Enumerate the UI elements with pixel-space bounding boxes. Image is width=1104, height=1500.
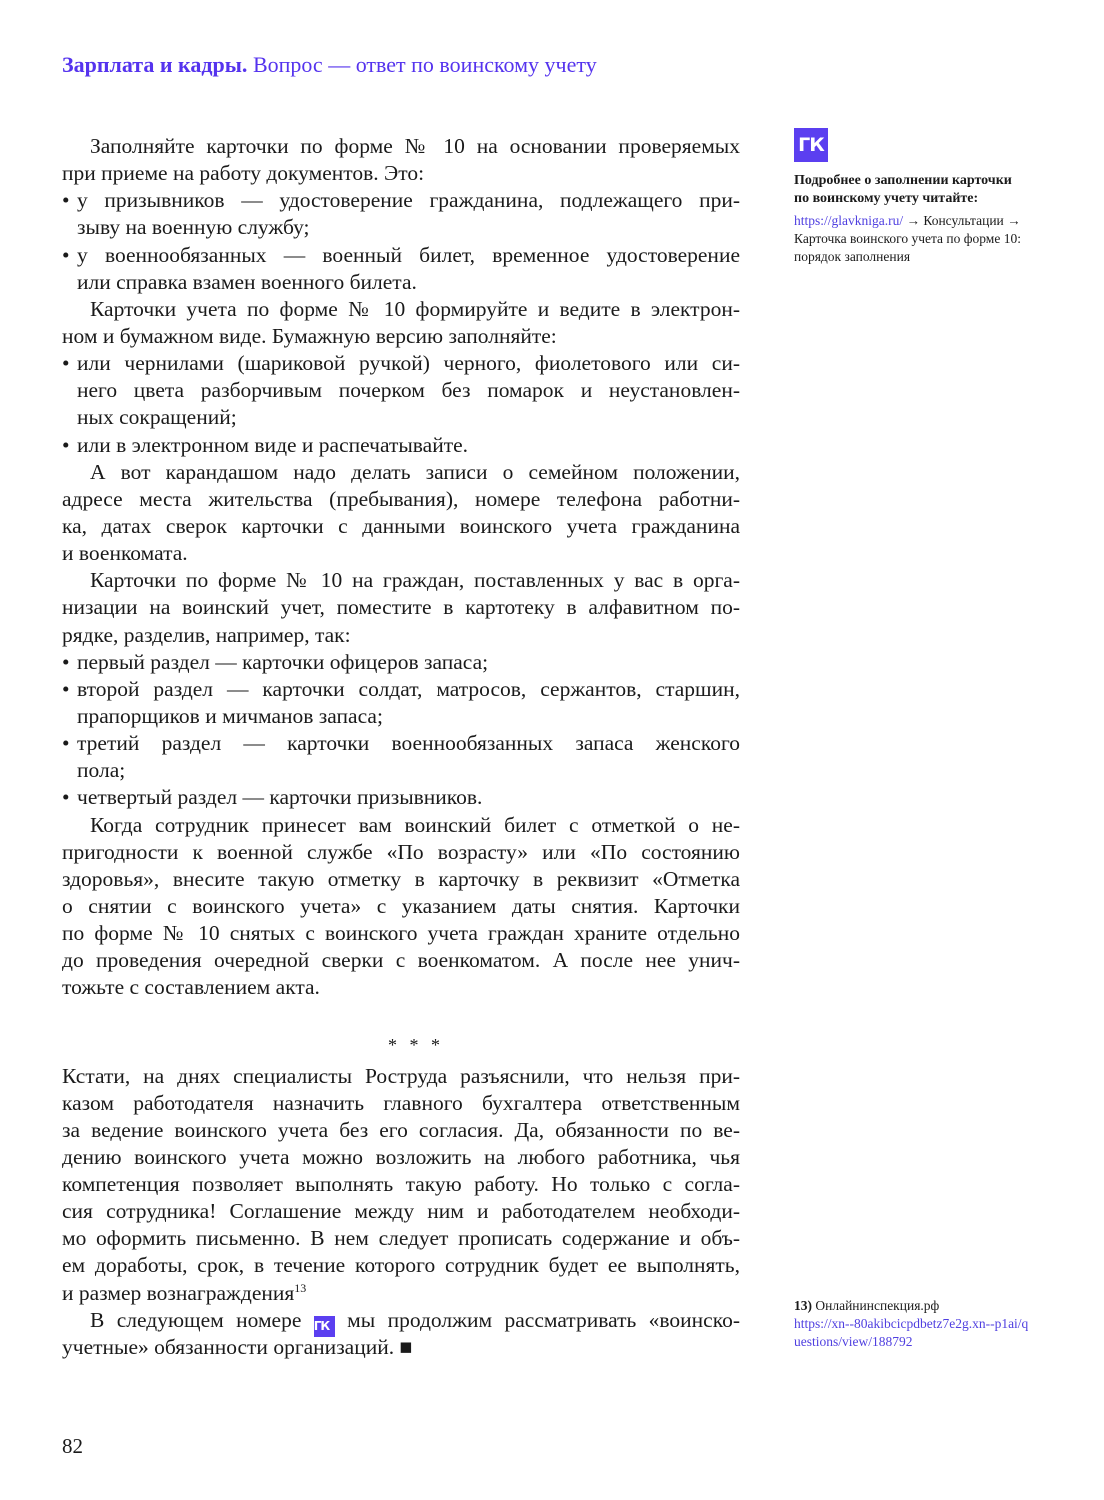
article-blocks	[62, 133, 740, 1002]
bullet-item	[62, 649, 740, 676]
bullet-item	[62, 784, 740, 811]
closing-line-2: учетные» обязанности организаций. ■	[62, 1334, 413, 1359]
text-line: или справка взамен военного билета.	[77, 269, 417, 294]
page-header	[62, 52, 597, 78]
text-line: и военкомата.	[62, 541, 188, 566]
text-line: ка, датах сверок карточки с данными воинского учета гражданина	[62, 513, 740, 538]
text-line: Карточки по форме № 10 на граждан, поставленных у вас в орга-	[90, 568, 740, 593]
sidebar-note	[794, 128, 1024, 266]
text-line: • или чернилами (шариковой ручкой) черного, фиолетового или си-	[62, 350, 740, 377]
text-line: • первый раздел — карточки офицеров запаса;	[62, 649, 740, 676]
bullet-item	[62, 730, 740, 784]
text-line: • третий раздел — карточки военнообязанных запаса женского	[62, 730, 740, 757]
bullet-item	[62, 242, 740, 296]
paragraph	[62, 459, 740, 568]
text-line: зыву на военную службу;	[77, 215, 310, 240]
text-line: • четвертый раздел — карточки призывников.	[62, 784, 740, 811]
sidebar-title: Подробнее о заполнении карточки по воинскому учету читайте:	[794, 173, 1012, 206]
text-line: адресе места жительства (пребывания), номере телефона работни-	[62, 486, 740, 511]
section-separator: * * *	[388, 1034, 444, 1055]
footnote-link[interactable]: https://xn--80akibcicpdbetz7e2g.xn--p1ai/questions/view/188792	[794, 1316, 1029, 1349]
text-line: Кстати, на днях специалисты Роструда разъяснили, что нельзя при-	[62, 1063, 740, 1088]
footnote-ref[interactable]: 13	[294, 1280, 307, 1295]
text-line: • второй раздел — карточки солдат, матросов, сержантов, старшин,	[62, 676, 740, 703]
closing-line: В следующем номере ГК мы продолжим рассматривать «воинско-	[62, 1307, 740, 1334]
glavkniga-logo-icon: ГК	[314, 1316, 335, 1337]
text-line: при приеме на работу документов. Это:	[62, 161, 425, 186]
glavkniga-link[interactable]: https://glavkniga.ru/	[794, 213, 904, 228]
bullet-item	[62, 432, 740, 459]
text-line: и размер вознаграждения$^{13}$	[62, 1280, 307, 1305]
text-line: о снятии с воинского учета» с указанием даты снятия. Карточки	[62, 893, 740, 918]
text-line: пола;	[77, 758, 126, 783]
article-title: Вопрос — ответ по воинскому учету	[252, 52, 597, 77]
text-line: рядке, разделив, например, так:	[62, 622, 351, 647]
paragraph	[62, 567, 740, 648]
text-line: здоровья», внесите такую отметку в карточку в реквизит «Отметка	[62, 866, 740, 891]
bullet-item	[62, 350, 740, 431]
paragraph	[62, 812, 740, 1002]
text-line: А вот карандашом надо делать записи о семейном положении,	[90, 459, 740, 484]
text-line: Карточки учета по форме № 10 формируйте и ведите в электрон-	[90, 296, 740, 321]
text-line: • у призывников — удостоверение гражданина, подлежащего при-	[62, 187, 740, 214]
bullet-item	[62, 187, 740, 241]
footnote	[794, 1297, 1034, 1351]
text-line: пригодности к военной службе «По возрасту» или «По состоянию	[62, 839, 740, 864]
paragraph	[62, 296, 740, 350]
paragraph	[62, 133, 740, 187]
text-line: казом работодателя назначить главного бухгалтера ответственным	[62, 1090, 740, 1115]
glavkniga-logo-icon: ГК	[794, 128, 828, 162]
text-line: ных сокращений;	[77, 405, 237, 430]
sidebar-path: → Консультации → Карточка воинского учета по форме 10: порядок заполнения	[794, 213, 1021, 264]
text-line: за ведение воинского учета без его согласия. Да, обязанности по ве-	[62, 1117, 740, 1142]
text-line: до проведения очередной сверки с военкоматом. А после нее унич-	[62, 948, 740, 973]
text-line: • или в электронном виде и распечатывайте.	[62, 432, 740, 459]
text-line: ем доработы, срок, в течение которого сотрудник будет ее выполнять,	[62, 1253, 740, 1278]
text-line: сия сотрудника! Соглашение между ним и работодателем необходи-	[62, 1199, 740, 1224]
footnote-number: 13)	[794, 1298, 812, 1313]
text-line: ном и бумажном виде. Бумажную версию заполняйте:	[62, 323, 557, 348]
text-line: • у военнообязанных — военный билет, временное удостоверение	[62, 242, 740, 269]
text-line: дению воинского учета можно возложить на любого работника, чья	[62, 1144, 740, 1169]
text-line: мо оформить письменно. В нем следует прописать содержание и объ-	[62, 1226, 740, 1251]
section-name: Зарплата и кадры.	[62, 52, 248, 77]
text-line: Заполняйте карточки по форме № 10 на основании проверяемых	[90, 134, 740, 158]
text-line: компетенция позволяет выполнять такую работу. Но только с согла-	[62, 1172, 740, 1197]
bullet-item	[62, 676, 740, 730]
text-line: тожьте с составлением акта.	[62, 975, 320, 1000]
text-line: него цвета разборчивым почерком без помарок и неустановлен-	[77, 378, 740, 403]
text-line: Когда сотрудник принесет вам воинский билет с отметкой о не-	[90, 812, 740, 837]
afterword-paragraph	[62, 1063, 740, 1280]
article-body	[62, 133, 740, 1361]
text-line: низации на воинский учет, поместите в картотеку в алфавитном по-	[62, 595, 740, 620]
footnote-source: Онлайнинспекция.рф	[815, 1298, 940, 1313]
page-number: 82	[62, 1434, 83, 1458]
text-line: прапорщиков и мичманов запаса;	[77, 703, 383, 728]
text-line: по форме № 10 снятых с воинского учета граждан храните отдельно	[62, 921, 740, 946]
